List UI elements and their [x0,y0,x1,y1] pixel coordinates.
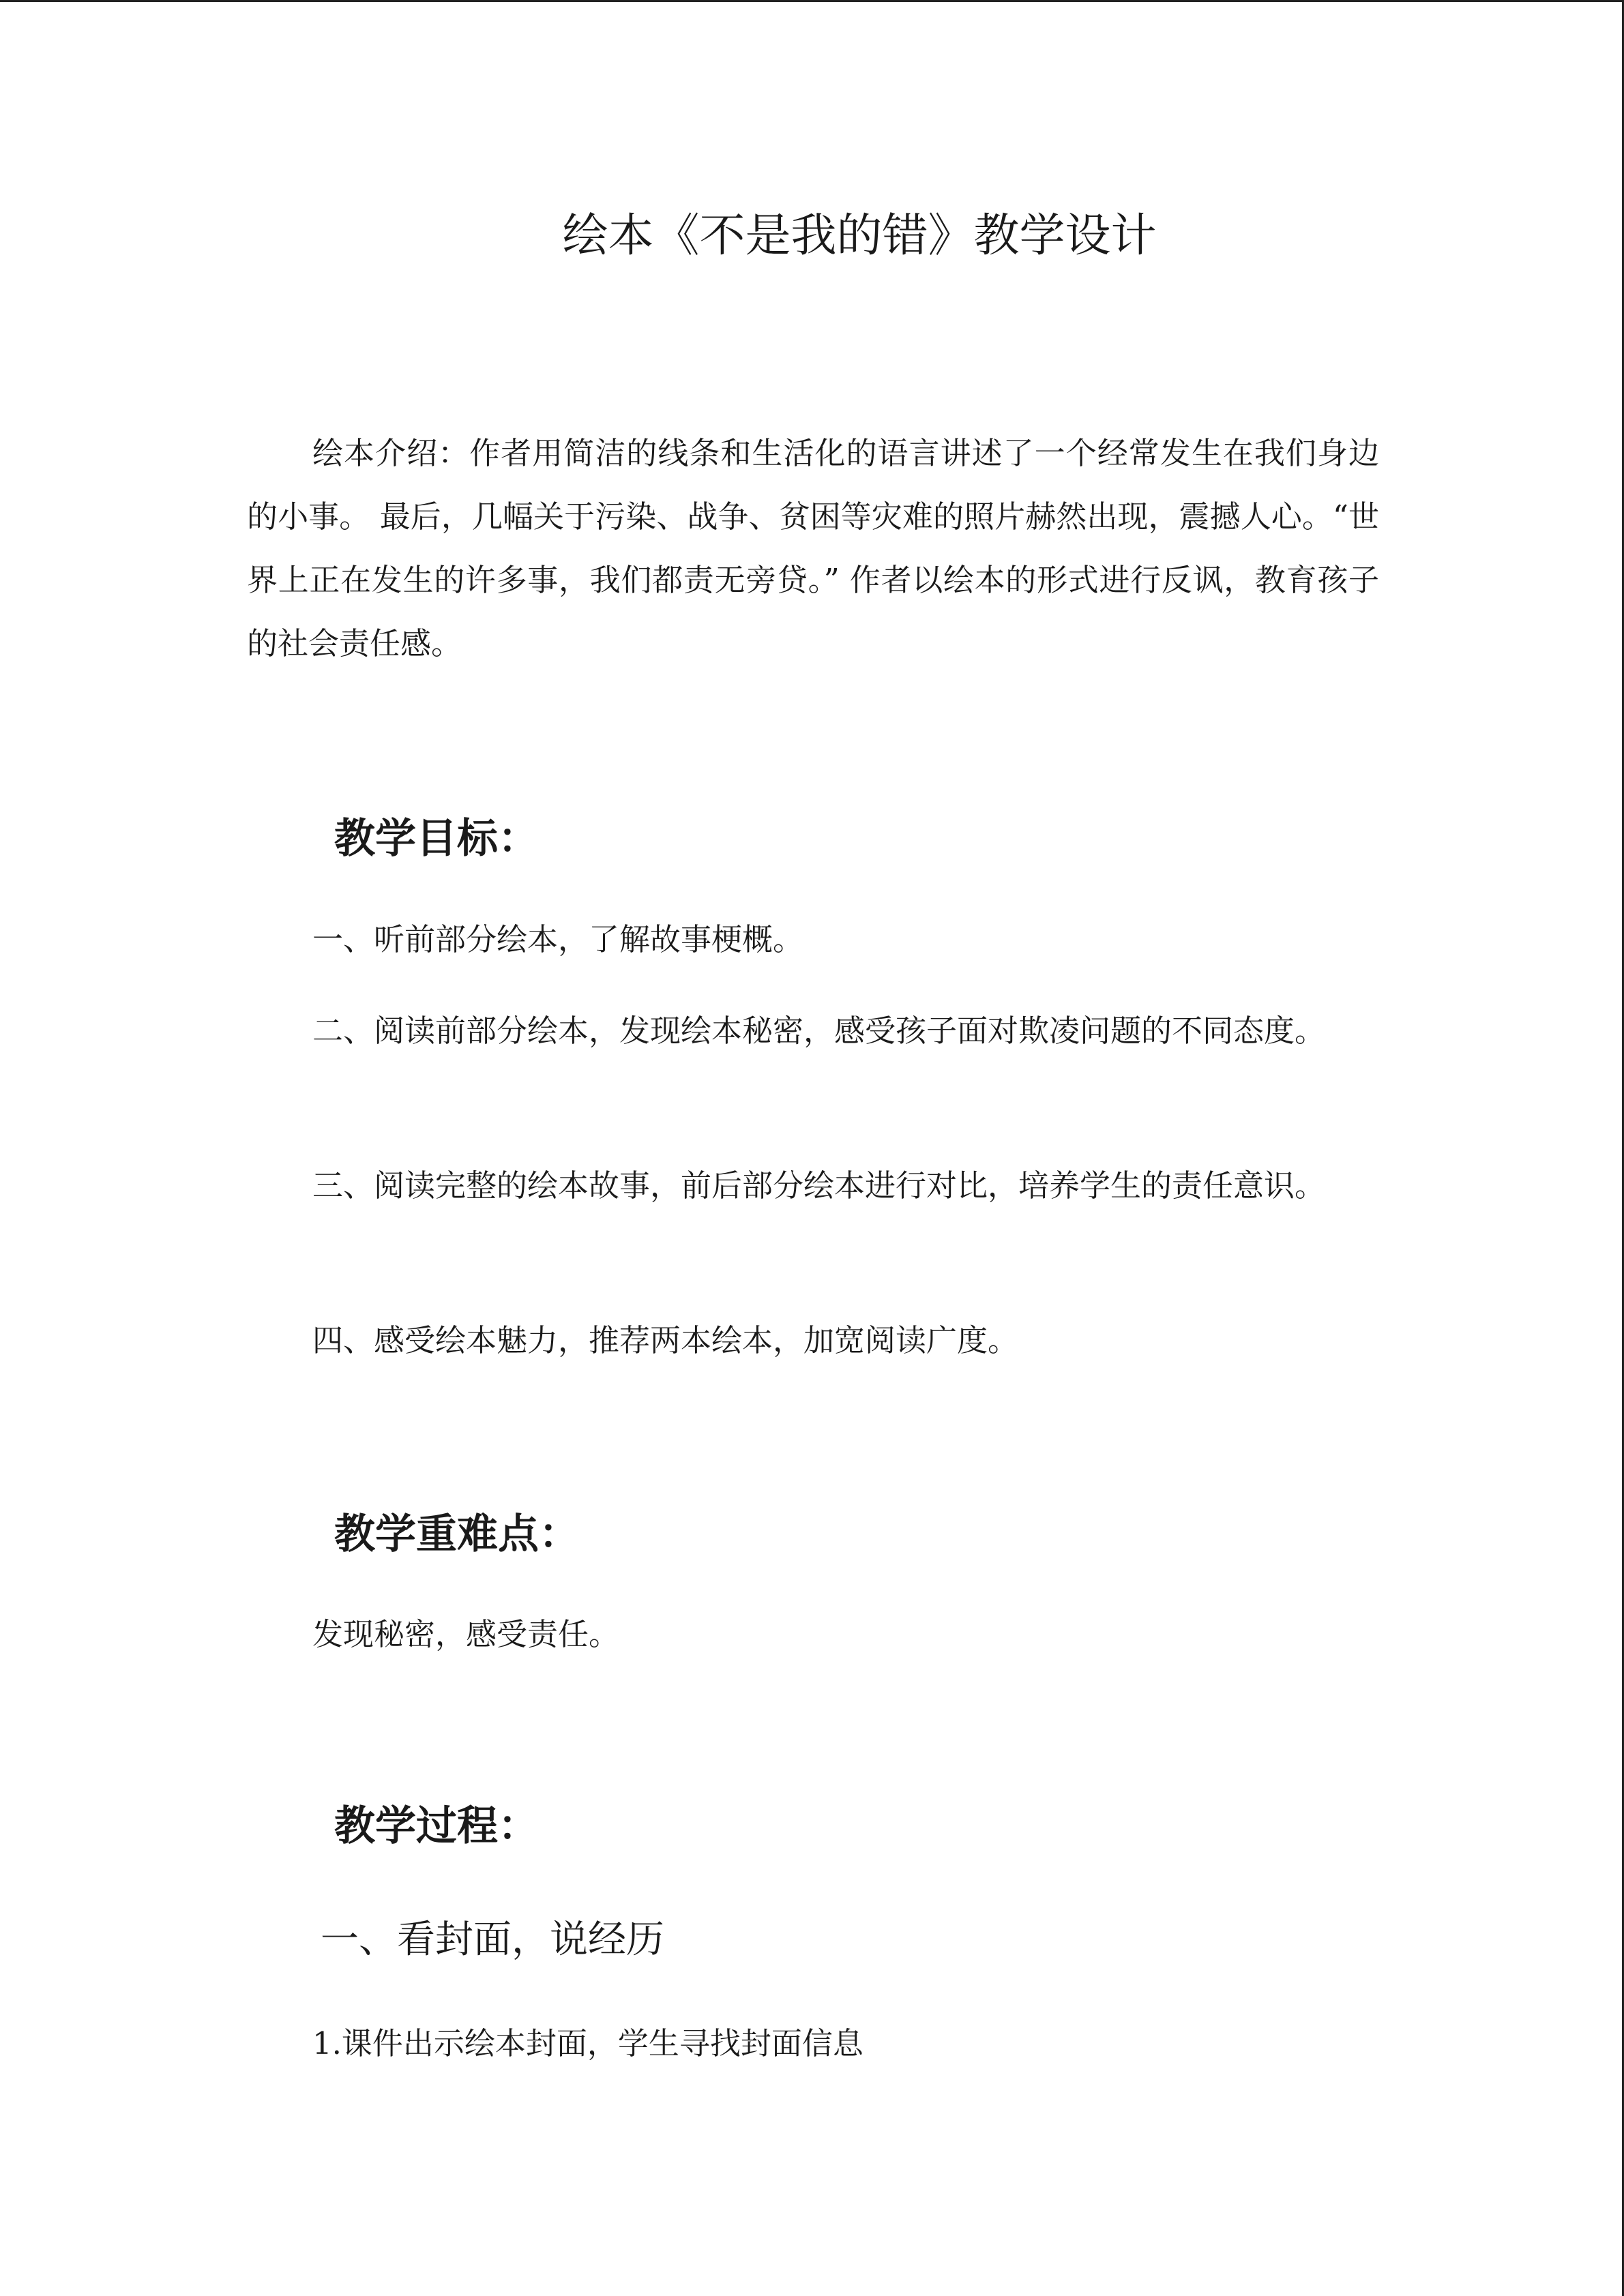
page-border-top [0,0,1624,2]
process-step-1-item-1: 1.课件出示绘本封面，学生寻找封面信息 [312,2025,863,2061]
intro-paragraph: 绘本介绍：作者用简洁的线条和生活化的语言讲述了一个经常发生在我们身边的小事。 最后，几幅关于污染、战争、贫困等灾难的照片赫然出现，震撼人心。“世界上正在发生的许多事，我们都责无旁贷。” 作者以绘本的形式进行反讽，教育孩子的社会责任感。 [247,435,1379,661]
goal-item-4: 四、感受绘本魅力，推荐两本绘本，加宽阅读广度。 [312,1322,1019,1358]
goal-item-3: 三、阅读完整的绘本故事，前后部分绘本进行对比，培养学生的责任意识。 [312,1167,1326,1204]
goals-heading: 教学目标： [334,815,539,863]
key-points-text: 发现秘密，感受责任。 [312,1616,620,1652]
key-points-heading: 教学重难点： [334,1510,580,1558]
goal-item-2: 二、阅读前部分绘本，发现绘本秘密，感受孩子面对欺凌问题的不同态度。 [312,1013,1326,1049]
process-step-1-heading: 一、看封面，说经历 [321,1918,664,1962]
document-title: 绘本《不是我的错》教学设计 [562,209,1157,262]
goal-item-1: 一、听前部分绘本，了解故事梗概。 [312,921,804,957]
process-heading: 教学过程： [334,1802,539,1850]
